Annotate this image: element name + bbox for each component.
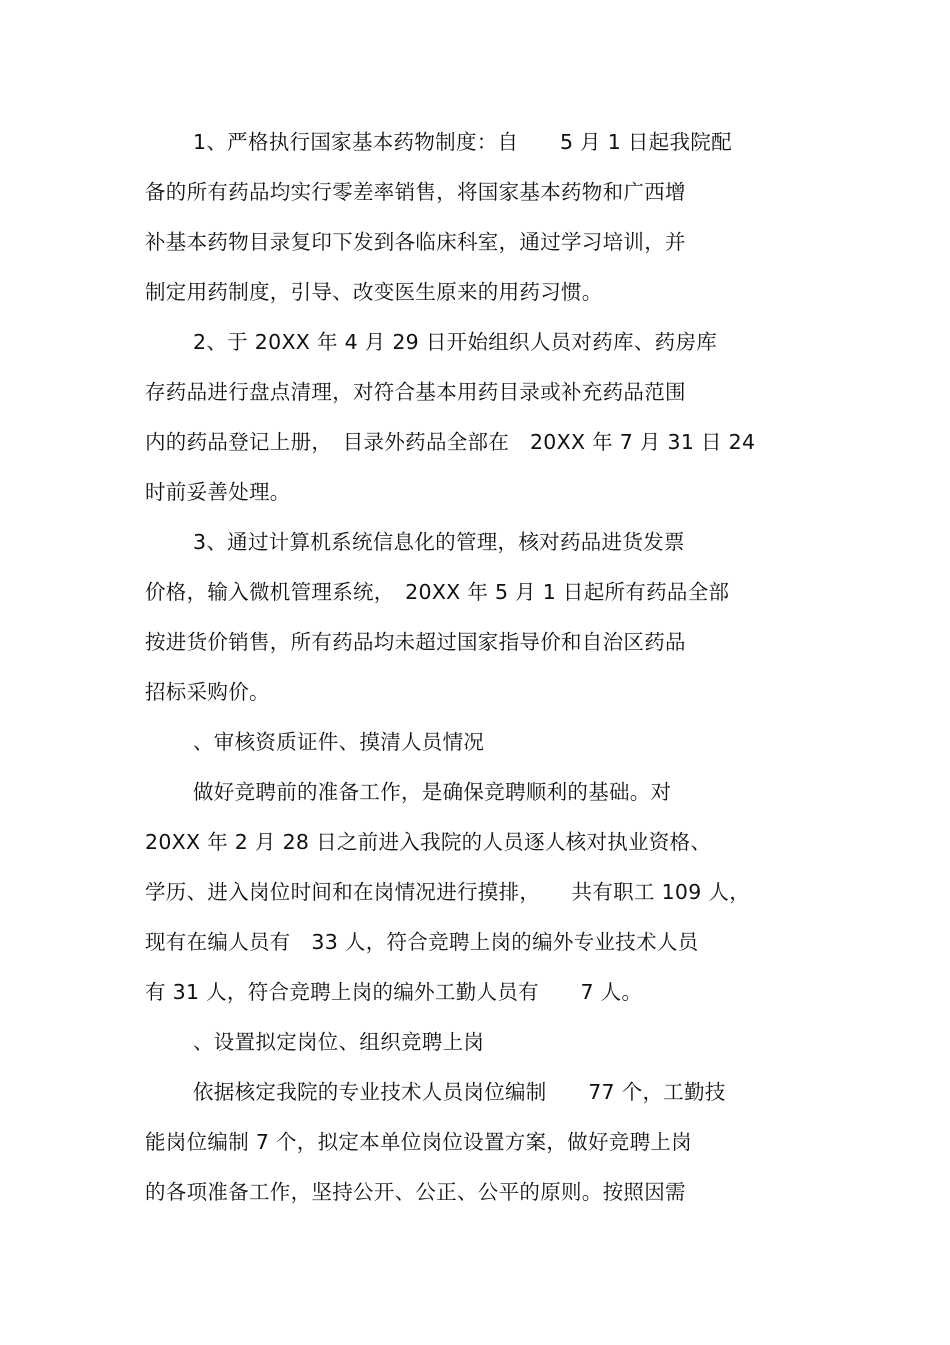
paragraph-4-line-3: 学历、进入岗位时间和在岗情况进行摸排， 共有职工 109 人，: [145, 880, 751, 904]
paragraph-2-line-3: 内的药品登记上册， 目录外药品全部在 20XX 年 7 月 31 日 24: [145, 430, 756, 454]
paragraph-1-line-1: 1、严格执行国家基本药物制度：自 5 月 1 日起我院配: [193, 130, 732, 154]
paragraph-5-line-1: 依据核定我院的专业技术人员岗位编制 77 个，工勤技: [193, 1080, 726, 1104]
paragraph-4-line-2: 20XX 年 2 月 28 日之前进入我院的人员逐人核对执业资格、: [145, 830, 712, 854]
paragraph-5-line-2: 能岗位编制 7 个，拟定本单位岗位设置方案，做好竞聘上岗: [145, 1130, 692, 1154]
paragraph-3-line-2: 价格，输入微机管理系统， 20XX 年 5 月 1 日起所有药品全部: [145, 580, 730, 604]
paragraph-5-line-3: 的各项准备工作，坚持公开、公正、公平的原则。按照因需: [145, 1180, 686, 1204]
paragraph-3-line-1: 3、通过计算机系统信息化的管理，核对药品进货发票: [193, 530, 685, 554]
paragraph-1-line-4: 制定用药制度，引导、改变医生原来的用药习惯。: [145, 280, 603, 304]
paragraph-2-line-1: 2、于 20XX 年 4 月 29 日开始组织人员对药库、药房库: [193, 330, 718, 354]
paragraph-2-line-4: 时前妥善处理。: [145, 480, 291, 504]
paragraph-4-line-5: 有 31 人，符合竞聘上岗的编外工勤人员有 7 人。: [145, 980, 643, 1004]
paragraph-3-line-3: 按进货价销售，所有药品均未超过国家指导价和自治区药品: [145, 630, 686, 654]
paragraph-1-line-3: 补基本药物目录复印下发到各临床科室，通过学习培训，并: [145, 230, 686, 254]
paragraph-3-line-4: 招标采购价。: [145, 680, 270, 704]
paragraph-4-line-4: 现有在编人员有 33 人，符合竞聘上岗的编外专业技术人员: [145, 930, 699, 954]
section-heading-qualifications: 、审核资质证件、摸清人员情况: [193, 730, 485, 754]
paragraph-2-line-2: 存药品进行盘点清理，对符合基本用药目录或补充药品范围: [145, 380, 686, 404]
paragraph-4-line-1: 做好竞聘前的准备工作，是确保竞聘顺利的基础。对: [193, 780, 672, 804]
section-heading-positions: 、设置拟定岗位、组织竞聘上岗: [193, 1030, 485, 1054]
paragraph-1-line-2: 备的所有药品均实行零差率销售，将国家基本药物和广西增: [145, 180, 686, 204]
